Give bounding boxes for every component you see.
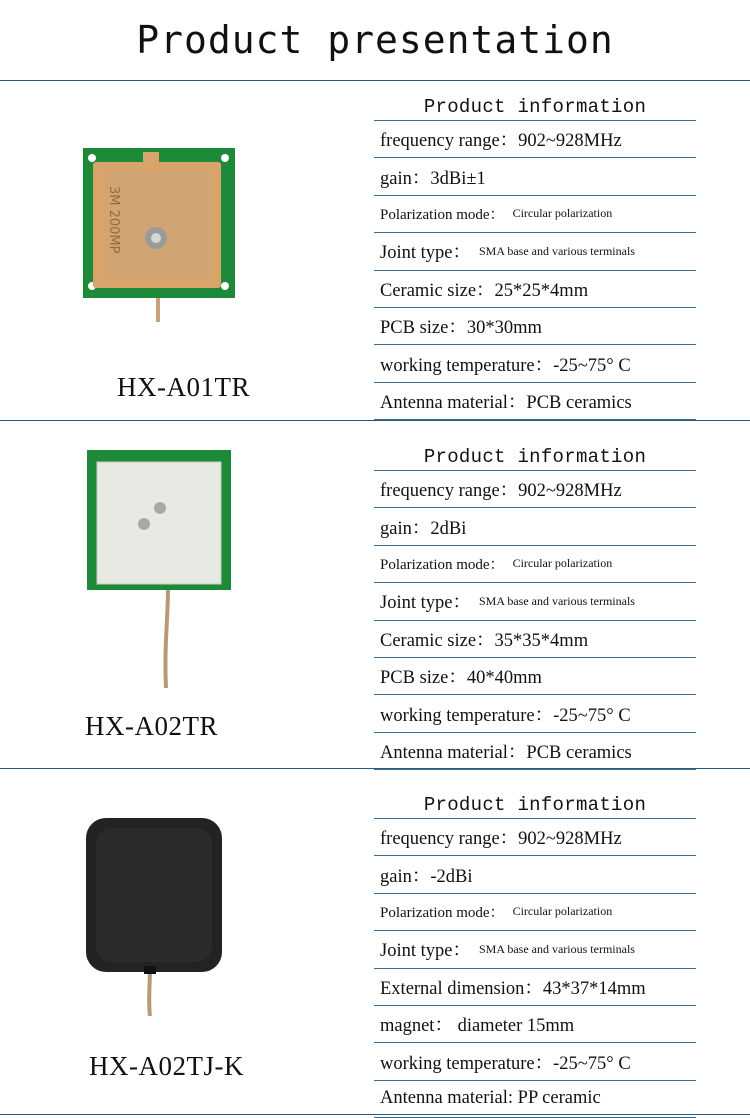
row-working-temperature: working temperature：-25~75° C <box>374 694 696 731</box>
polarization-label: Polarization mode： <box>380 207 505 224</box>
model-name: HX-A01TR <box>117 372 250 402</box>
row-external-dimension: External dimension：43*37*14mm <box>374 968 696 1005</box>
section-divider-3 <box>0 1114 750 1115</box>
product-info-table <box>374 442 696 770</box>
joint-type-label: Joint type： <box>380 593 471 614</box>
row-pcb-size: PCB size：40*40mm <box>374 657 696 694</box>
row-joint-type <box>374 930 696 967</box>
polarization-value: Circular polarization <box>512 556 613 571</box>
row-joint-type <box>374 582 696 619</box>
title-divider <box>0 80 750 81</box>
row-joint-type <box>374 232 696 269</box>
info-header: Product information <box>423 446 647 468</box>
row-frequency: frequency range：902~928MHz <box>374 120 696 157</box>
section-divider-2 <box>0 768 750 769</box>
image-print-text: 3M 200MP <box>106 186 121 254</box>
row-ceramic-size: Ceramic size：25*25*4mm <box>374 270 696 307</box>
antenna-image-hx-a01tr <box>80 146 238 386</box>
antenna-image-hx-a02tj-k <box>84 816 226 1016</box>
row-antenna-material: Antenna material: PP ceramic <box>374 1080 696 1118</box>
row-antenna-material: Antenna material：PCB ceramics <box>374 732 696 770</box>
row-polarization <box>374 195 696 232</box>
row-gain: gain：2dBi <box>374 507 696 544</box>
row-polarization <box>374 893 696 930</box>
row-working-temperature: working temperature：-25~75° C <box>374 1042 696 1079</box>
antenna-image-hx-a02tr <box>84 448 234 690</box>
row-magnet: magnet： diameter 15mm <box>374 1005 696 1042</box>
polarization-label: Polarization mode： <box>380 557 505 574</box>
row-pcb-size: PCB size：30*30mm <box>374 307 696 344</box>
row-frequency: frequency range：902~928MHz <box>374 818 696 855</box>
polarization-value: Circular polarization <box>512 904 613 919</box>
row-working-temperature: working temperature：-25~75° C <box>374 344 696 381</box>
polarization-value: Circular polarization <box>512 206 613 221</box>
product-info-table <box>374 92 696 420</box>
info-header: Product information <box>423 794 647 816</box>
joint-type-label: Joint type： <box>380 941 471 962</box>
polarization-label: Polarization mode： <box>380 905 505 922</box>
joint-type-value: SMA base and various terminals <box>478 243 635 258</box>
row-antenna-material: Antenna material：PCB ceramics <box>374 382 696 420</box>
joint-type-label: Joint type： <box>380 243 471 264</box>
info-header: Product information <box>423 96 647 118</box>
product-info-table <box>374 790 696 1118</box>
row-frequency: frequency range：902~928MHz <box>374 470 696 507</box>
page-title: Product presentation <box>136 18 614 62</box>
joint-type-value: SMA base and various terminals <box>478 941 635 956</box>
row-gain: gain：3dBi±1 <box>374 157 696 194</box>
section-divider-1 <box>0 420 750 421</box>
row-polarization <box>374 545 696 582</box>
row-gain: gain：-2dBi <box>374 855 696 892</box>
row-ceramic-size: Ceramic size：35*35*4mm <box>374 620 696 657</box>
joint-type-value: SMA base and various terminals <box>478 593 635 608</box>
model-name: HX-A02TJ-K <box>89 1051 244 1081</box>
model-name: HX-A02TR <box>85 711 218 741</box>
